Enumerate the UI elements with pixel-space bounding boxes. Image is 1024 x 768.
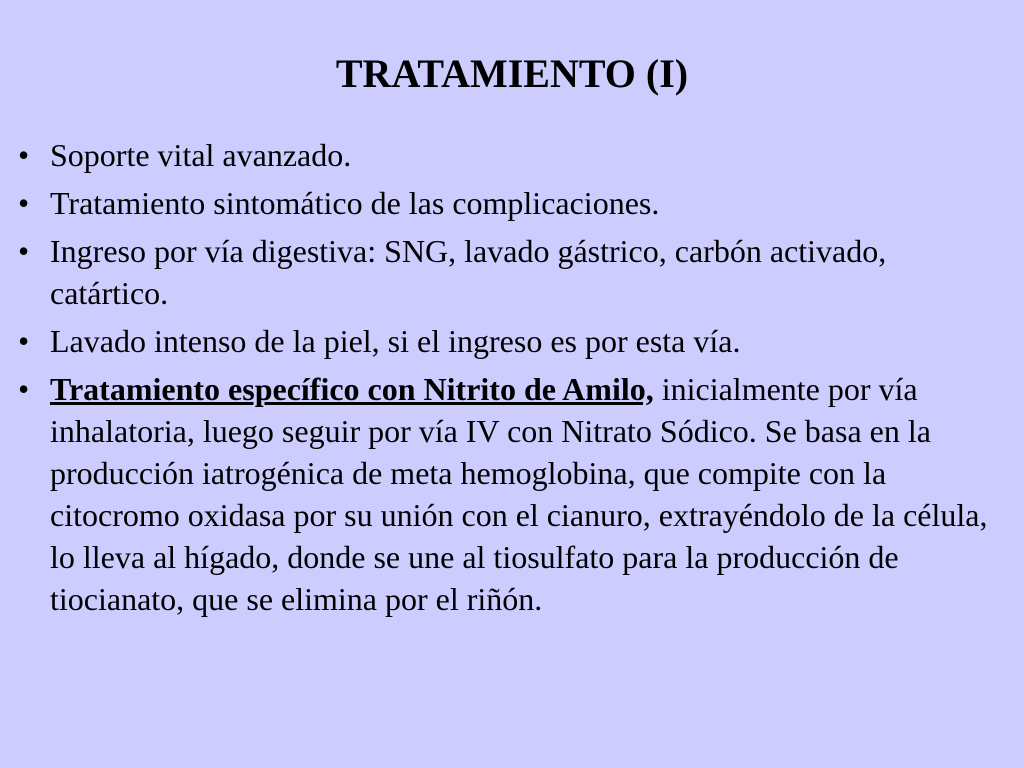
bullet-item	[14, 230, 1004, 314]
bullet-list	[14, 134, 1004, 626]
bullet-text: Tratamiento sintomático de las complicaciones.	[50, 185, 660, 221]
bullet-text: Lavado intenso de la piel, si el ingreso es por esta vía.	[50, 323, 741, 359]
slide-title: TRATAMIENTO (I)	[335, 51, 689, 96]
bullet-marker: •	[18, 137, 30, 173]
bullet-text: Soporte vital avanzado.	[50, 137, 352, 173]
bullet-item	[14, 320, 1004, 362]
bullet-text: Ingreso por vía digestiva: SNG, lavado gástrico, carbón activado, catártico.	[50, 233, 887, 311]
bullet-emphasis: Tratamiento específico con Nitrito de Amilo,	[50, 371, 654, 407]
bullet-item	[14, 368, 1004, 620]
bullet-item	[14, 182, 1004, 224]
bullet-marker: •	[18, 185, 30, 221]
bullet-marker: •	[18, 233, 30, 269]
bullet-marker: •	[18, 371, 30, 407]
bullet-text: inicialmente por vía inhalatoria, luego seguir por vía IV con Nitrato Sódico. Se basa en la producción iatrogénica de meta hemoglobina, que compite con la citocromo oxidasa por su unión con el cianuro, extrayéndolo de la célula, lo lleva al hígado, donde se une al tiosulfato para la producción de tiocianato, que se elimina por el riñón.	[50, 371, 988, 617]
bullet-item	[14, 134, 1004, 176]
bullet-marker: •	[18, 323, 30, 359]
